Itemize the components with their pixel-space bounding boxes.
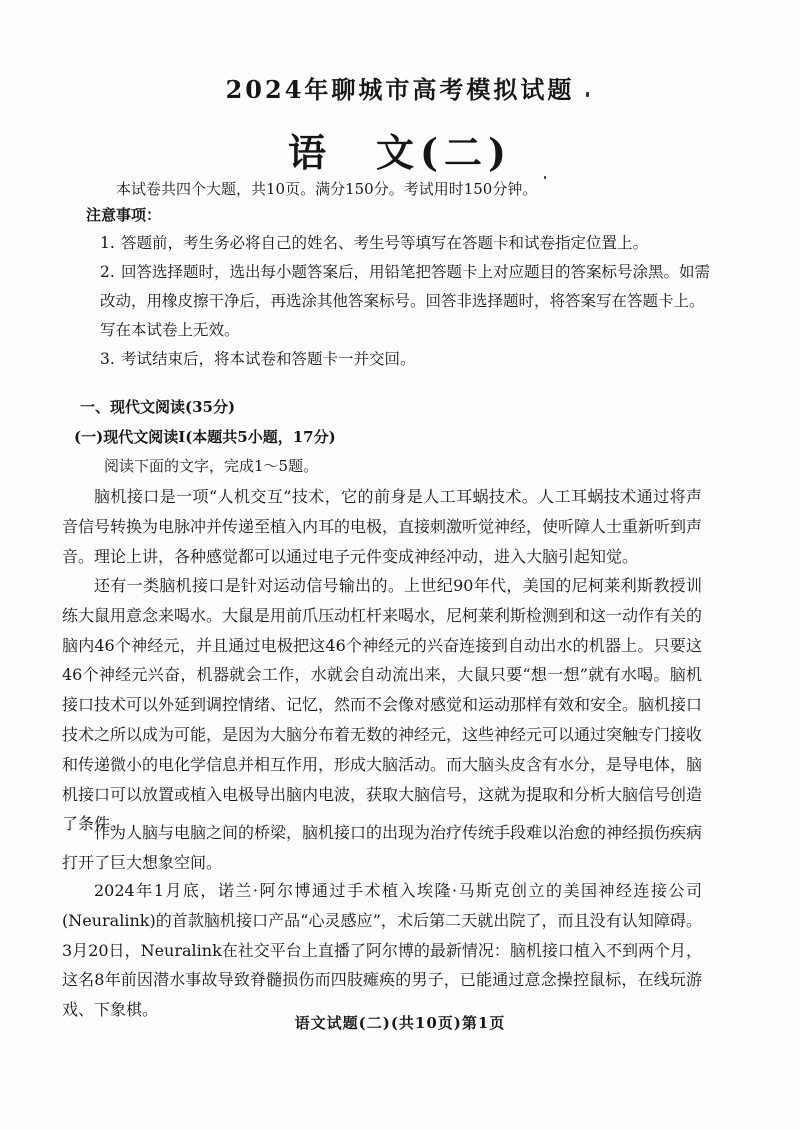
notice-item bbox=[100, 345, 710, 374]
section-heading: 一、现代文阅读(35分) bbox=[80, 398, 236, 416]
exam-intro: 本试卷共四个大题，共10页。满分150分。考试用时150分钟。 bbox=[116, 180, 538, 198]
notice-text: 考试结束后，将本试卷和答题卡一并交回。 bbox=[120, 350, 416, 368]
scan-speck bbox=[544, 176, 546, 179]
subject-title: 语 文(二) bbox=[288, 130, 512, 175]
notice-text: 回答选择题时，选出每小题答案后，用铅笔把答题卡上对应题目的答案标号涂黑。如需改动，用橡皮擦干净后，再选涂其他答案标号。回答非选择题时，将答案写在答题卡上。写在本试卷上无效。 bbox=[100, 263, 710, 339]
scan-speck bbox=[586, 92, 589, 97]
subsection-heading: (一)现代文阅读Ⅰ(本题共5小题，17分) bbox=[74, 428, 336, 446]
page-footer: 语文试题(二)(共10页)第1页 bbox=[294, 1014, 506, 1032]
notice-item bbox=[100, 258, 710, 345]
notice-number: 1. bbox=[100, 234, 115, 252]
notice-heading: 注意事项： bbox=[86, 206, 162, 224]
passage-paragraph: 脑机接口是一项“人机交互”技术，它的前身是人工耳蜗技术。人工耳蜗技术通过将声音信号转换为电脉冲并传递至植入内耳的电极，直接刺激听觉神经，使听障人士重新听到声音。理论上讲，各种感觉都可以通过电子元件变成神经冲动，进入大脑引起知觉。 bbox=[62, 487, 703, 566]
passage-paragraph: 2024年1月底，诺兰·阿尔博通过手术植入埃隆·马斯克创立的美国神经连接公司(Neuralink)的首款脑机接口产品“心灵感应”，术后第二天就出院了，而且没有认知障碍。3月20日，Neuralink在社交平台上直播了阿尔博的最新情况：脑机接口植入不到两个月，这名8年前因潜水事故导致脊髓损伤而四肢瘫痪的男子，已能通过意念操控鼠标，在线玩游戏、下象棋。 bbox=[62, 881, 702, 1020]
passage-paragraph: 还有一类脑机接口是针对运动信号输出的。上世纪90年代，美国的尼柯莱利斯教授训练大鼠用意念来喝水。大鼠是用前爪压动杠杆来喝水，尼柯莱利斯检测到和这一动作有关的脑内46个神经元，并且通过电极把这46个神经元的兴奋连接到自动出水的机器上。只要这46个神经元兴奋，机器就会工作，水就会自动流出来，大鼠只要“想一想”就有水喝。脑机接口技术可以外延到调控情绪、记忆，然而不会像对感觉和运动那样有效和安全。脑机接口技术之所以成为可能，是因为大脑分布着无数的神经元，这些神经元可以通过突触专门接收和传递微小的电化学信息并相互作用，形成大脑活动。而大脑头皮含有水分，是导电体，脑机接口可以放置或植入电极导出脑内电波，获取大脑信号，这就为提取和分析大脑信号创造了条件。 bbox=[62, 576, 703, 834]
notice-text: 答题前，考生务必将自己的姓名、考生号等填写在答题卡和试卷指定位置上。 bbox=[120, 234, 648, 252]
notice-number: 3. bbox=[100, 350, 115, 368]
passage-paragraph: 作为人脑与电脑之间的桥梁，脑机接口的出现为治疗传统手段难以治愈的神经损伤疾病打开了巨大想象空间。 bbox=[62, 823, 703, 872]
notice-number: 2. bbox=[100, 263, 115, 281]
reading-instruction: 阅读下面的文字，完成1～5题。 bbox=[104, 457, 319, 475]
exam-title: 2024年聊城市高考模拟试题 bbox=[225, 75, 575, 104]
notice-item bbox=[100, 229, 710, 258]
